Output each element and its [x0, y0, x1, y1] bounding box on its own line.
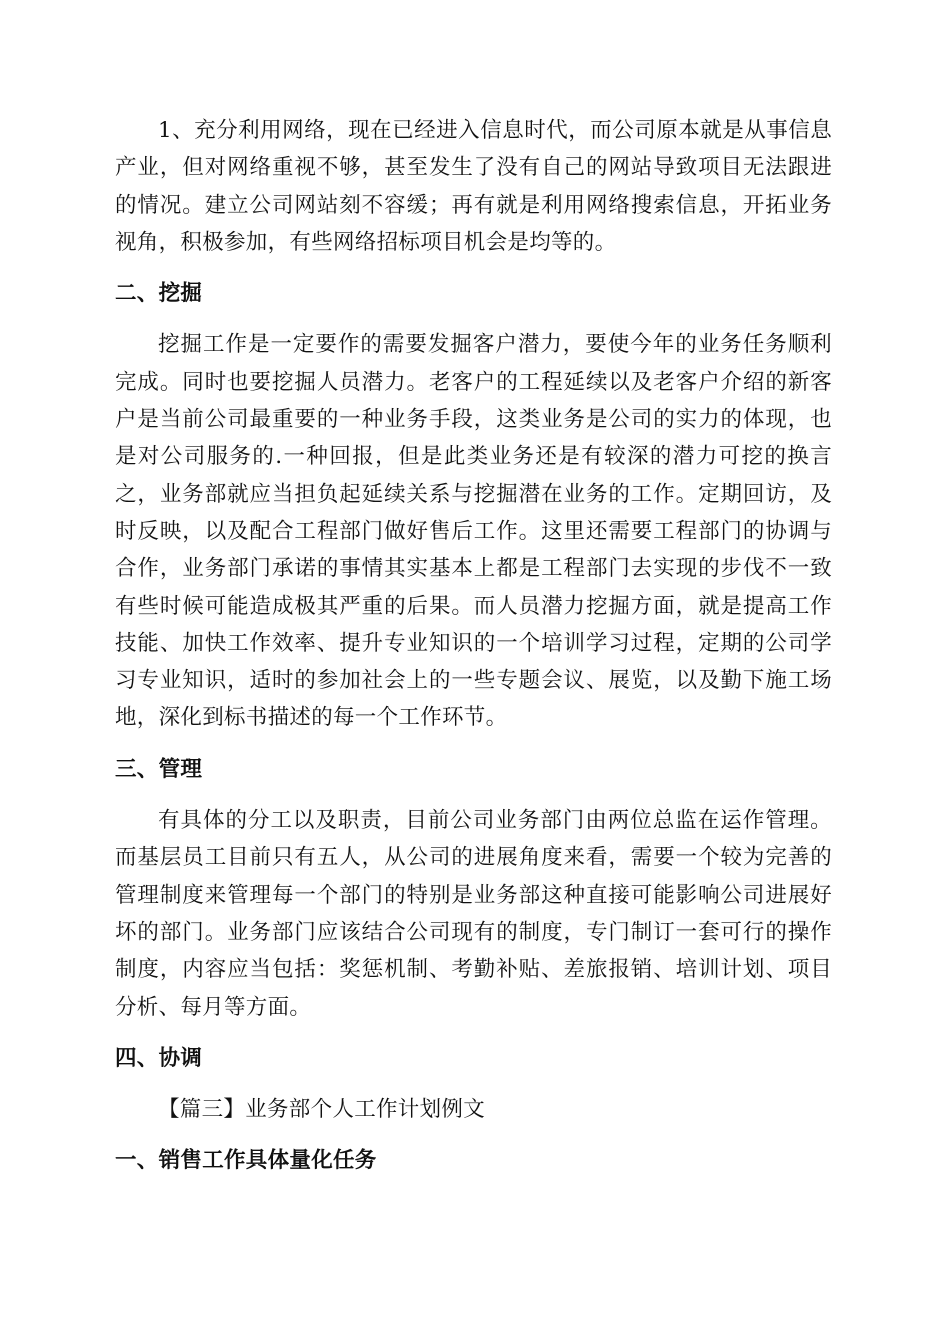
paragraph-management: 有具体的分工以及职责，目前公司业务部门由两位总监在运作管理。而基层员工目前只有五人，从公司的进展角度来看，需要一个较为完善的管理制度来管理每一个部门的特别是业务部这种直接可能影响公司进展好坏的部门。业务部门应该结合公司现有的制度，专门制订一套可行的操作制度，内容应当包括：奖惩机制、考勤补贴、差旅报销、培训计划、项目分析、每月等方面。 — [115, 808, 832, 1020]
paragraph-article-three-title: 【篇三】业务部个人工作计划例文 — [158, 1097, 486, 1123]
paragraph-network: 1、充分利用网络，现在已经进入信息时代，而公司原本就是从事信息产业，但对网络重视不够，甚至发生了没有自己的网站导致项目无法跟进的情况。建立公司网站刻不容缓；再有就是利用网络搜索信息，开拓业务视角，积极参加，有些网络招标项目机会是均等的。 — [115, 118, 832, 255]
section-heading-sales-tasks: 一、销售工作具体量化任务 — [115, 1148, 377, 1174]
section-heading-management: 三、管理 — [115, 756, 203, 782]
section-heading-coordination: 四、协调 — [115, 1045, 203, 1071]
document-body — [115, 112, 832, 1180]
section-heading-dig: 二、挖掘 — [115, 281, 203, 307]
paragraph-dig: 挖掘工作是一定要作的需要发掘客户潜力，要使今年的业务任务顺利完成。同时也要挖掘人员潜力。老客户的工程延续以及老客户介绍的新客户是当前公司最重要的一种业务手段，这类业务是公司的实力的体现，也是对公司服务的.一种回报，但是此类业务还是有较深的潜力可挖的换言之，业务部就应当担负起延续关系与挖掘潜在业务的工作。定期回访，及时反映，以及配合工程部门做好售后工作。这里还需要工程部门的协调与合作，业务部门承诺的事情其实基本上都是工程部门去实现的步伐不一致有些时候可能造成极其严重的后果。而人员潜力挖掘方面，就是提高工作技能、加快工作效率、提升专业知识的一个培训学习过程，定期的公司学习专业知识，适时的参加社会上的一些专题会议、展览，以及勤下施工场地，深化到标书描述的每一个工作环节。 — [115, 332, 832, 731]
